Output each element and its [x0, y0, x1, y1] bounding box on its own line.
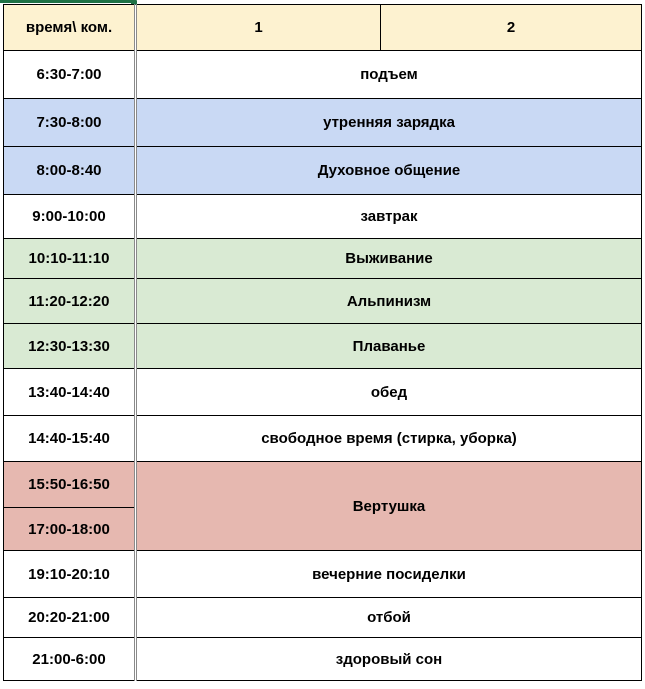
table-row: [4, 147, 642, 195]
activity-cell[interactable]: Духовное общение: [136, 147, 642, 195]
header-team2-cell[interactable]: 2: [381, 5, 642, 51]
time-cell[interactable]: 15:50-16:50: [4, 462, 136, 508]
activity-cell[interactable]: обед: [136, 369, 642, 416]
table-row: [4, 279, 642, 324]
activity-cell[interactable]: свободное время (стирка, уборка): [136, 416, 642, 462]
table-row: [4, 462, 642, 508]
time-cell[interactable]: 13:40-14:40: [4, 369, 136, 416]
activity-cell[interactable]: утренняя зарядка: [136, 99, 642, 147]
time-cell[interactable]: 6:30-7:00: [4, 51, 136, 99]
activity-cell[interactable]: завтрак: [136, 195, 642, 239]
activity-cell[interactable]: вечерние посиделки: [136, 551, 642, 598]
table-row: [4, 51, 642, 99]
table-row: [4, 551, 642, 598]
activity-cell[interactable]: здоровый сон: [136, 638, 642, 681]
time-cell[interactable]: 10:10-11:10: [4, 239, 136, 279]
time-cell[interactable]: 7:30-8:00: [4, 99, 136, 147]
time-cell[interactable]: 14:40-15:40: [4, 416, 136, 462]
time-cell[interactable]: 12:30-13:30: [4, 324, 136, 369]
table-row: [4, 638, 642, 681]
table-row: [4, 416, 642, 462]
selection-marker: [0, 0, 136, 3]
activity-cell-merged[interactable]: Вертушка: [136, 462, 642, 551]
activity-cell[interactable]: подъем: [136, 51, 642, 99]
table-row: [4, 598, 642, 638]
table-row: [4, 369, 642, 416]
table-row: [4, 324, 642, 369]
activity-cell[interactable]: отбой: [136, 598, 642, 638]
table-row: [4, 99, 642, 147]
time-cell[interactable]: 8:00-8:40: [4, 147, 136, 195]
header-team1-cell[interactable]: 1: [136, 5, 381, 51]
time-cell[interactable]: 20:20-21:00: [4, 598, 136, 638]
table-row: [4, 239, 642, 279]
table-row: [4, 195, 642, 239]
activity-cell[interactable]: Выживание: [136, 239, 642, 279]
time-cell[interactable]: 9:00-10:00: [4, 195, 136, 239]
time-cell[interactable]: 21:00-6:00: [4, 638, 136, 681]
schedule-table: [3, 4, 642, 681]
activity-cell[interactable]: Альпинизм: [136, 279, 642, 324]
time-cell[interactable]: 19:10-20:10: [4, 551, 136, 598]
time-cell[interactable]: 17:00-18:00: [4, 508, 136, 551]
header-corner-cell[interactable]: время\ ком.: [4, 5, 136, 51]
activity-cell[interactable]: Плаванье: [136, 324, 642, 369]
time-cell[interactable]: 11:20-12:20: [4, 279, 136, 324]
header-row: [4, 5, 642, 51]
